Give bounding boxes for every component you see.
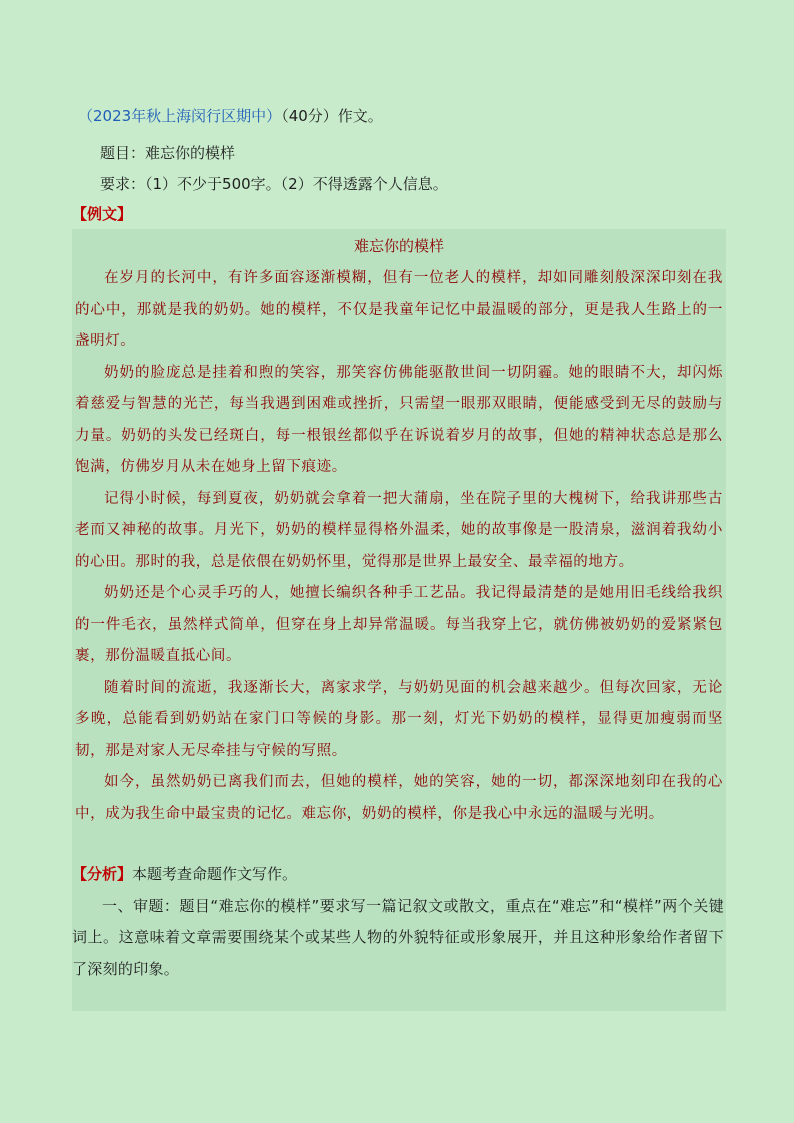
example-tag: 【例文】 bbox=[72, 205, 133, 223]
question-points: （40分）作文。 bbox=[281, 107, 383, 125]
essay-body bbox=[75, 263, 723, 830]
essay-paragraph: 随着时间的流逝，我逐渐长大，离家求学，与奶奶见面的机会越来越少。但每次回家，无论多晚，总能看到奶奶站在家门口等候的身影。那一刻，灯光下奶奶的模样，显得更加瘦弱而坚韧，那是对家人无尽牵挂与守候的写照。 bbox=[75, 679, 723, 759]
essay-paragraph: 如今，虽然奶奶已离我们而去，但她的模样，她的笑容，她的一切，都深深地刻印在我的心中，成为我生命中最宝贵的记忆。难忘你，奶奶的模样，你是我心中永远的温暖与光明。 bbox=[75, 774, 723, 822]
analysis-section bbox=[72, 859, 724, 985]
essay-paragraph: 奶奶的脸庞总是挂着和煦的笑容，那笑容仿佛能驱散世间一切阴霾。她的眼睛不大，却闪烁着慈爱与智慧的光芒，每当我遇到困难或挫折，只需望一眼那双眼睛，便能感受到无尽的鼓励与力量。奶奶的头发已经斑白，每一根银丝都似乎在诉说着岁月的故事，但她的精神状态总是那么饱满，仿佛岁月从未在她身上留下痕迹。 bbox=[75, 364, 723, 475]
essay-paragraph: 在岁月的长河中，有许多面容逐渐模糊，但有一位老人的模样，却如同雕刻般深深印刻在我的心中，那就是我的奶奶。她的模样，不仅是我童年记忆中最温暖的部分，更是我人生路上的一盏明灯。 bbox=[75, 270, 723, 349]
requirements: 要求：（1）不少于500字。（2）不得透露个人信息。 bbox=[100, 175, 448, 193]
analysis-tag: 【分析】 bbox=[72, 865, 133, 883]
essay-title: 难忘你的模样 bbox=[353, 237, 444, 255]
question-header bbox=[78, 104, 383, 128]
topic-label: 题目：难忘你的模样 bbox=[100, 144, 236, 162]
essay-paragraph: 记得小时候，每到夏夜，奶奶就会拿着一把大蒲扇，坐在院子里的大槐树下，给我讲那些古老而又神秘的故事。月光下，奶奶的模样显得格外温柔，她的故事像是一股清泉，滋润着我幼小的心田。那时的我，总是依偎在奶奶怀里，觉得那是世界上最安全、最幸福的地方。 bbox=[75, 490, 723, 570]
analysis-intro-line bbox=[72, 859, 724, 891]
essay-paragraph: 奶奶还是个心灵手巧的人，她擅长编织各种手工艺品。我记得最清楚的是她用旧毛线给我织的一件毛衣，虽然样式简单，但穿在身上却异常温暖。每当我穿上它，就仿佛被奶奶的爱紧紧包裹，那份温暖直抵心间。 bbox=[75, 585, 723, 664]
exam-source: （2023年秋上海闵行区期中） bbox=[78, 107, 282, 125]
analysis-intro: 本题考查命题作文写作。 bbox=[132, 865, 298, 883]
analysis-paragraph: 一、审题：题目“难忘你的模样”要求写一篇记叙文或散文，重点在“难忘”和“模样”两个关键词上。这意味着文章需要围绕某个或某些人物的外貌特征或形象展开，并且这种形象给作者留下了深刻的印象。 bbox=[72, 896, 724, 978]
